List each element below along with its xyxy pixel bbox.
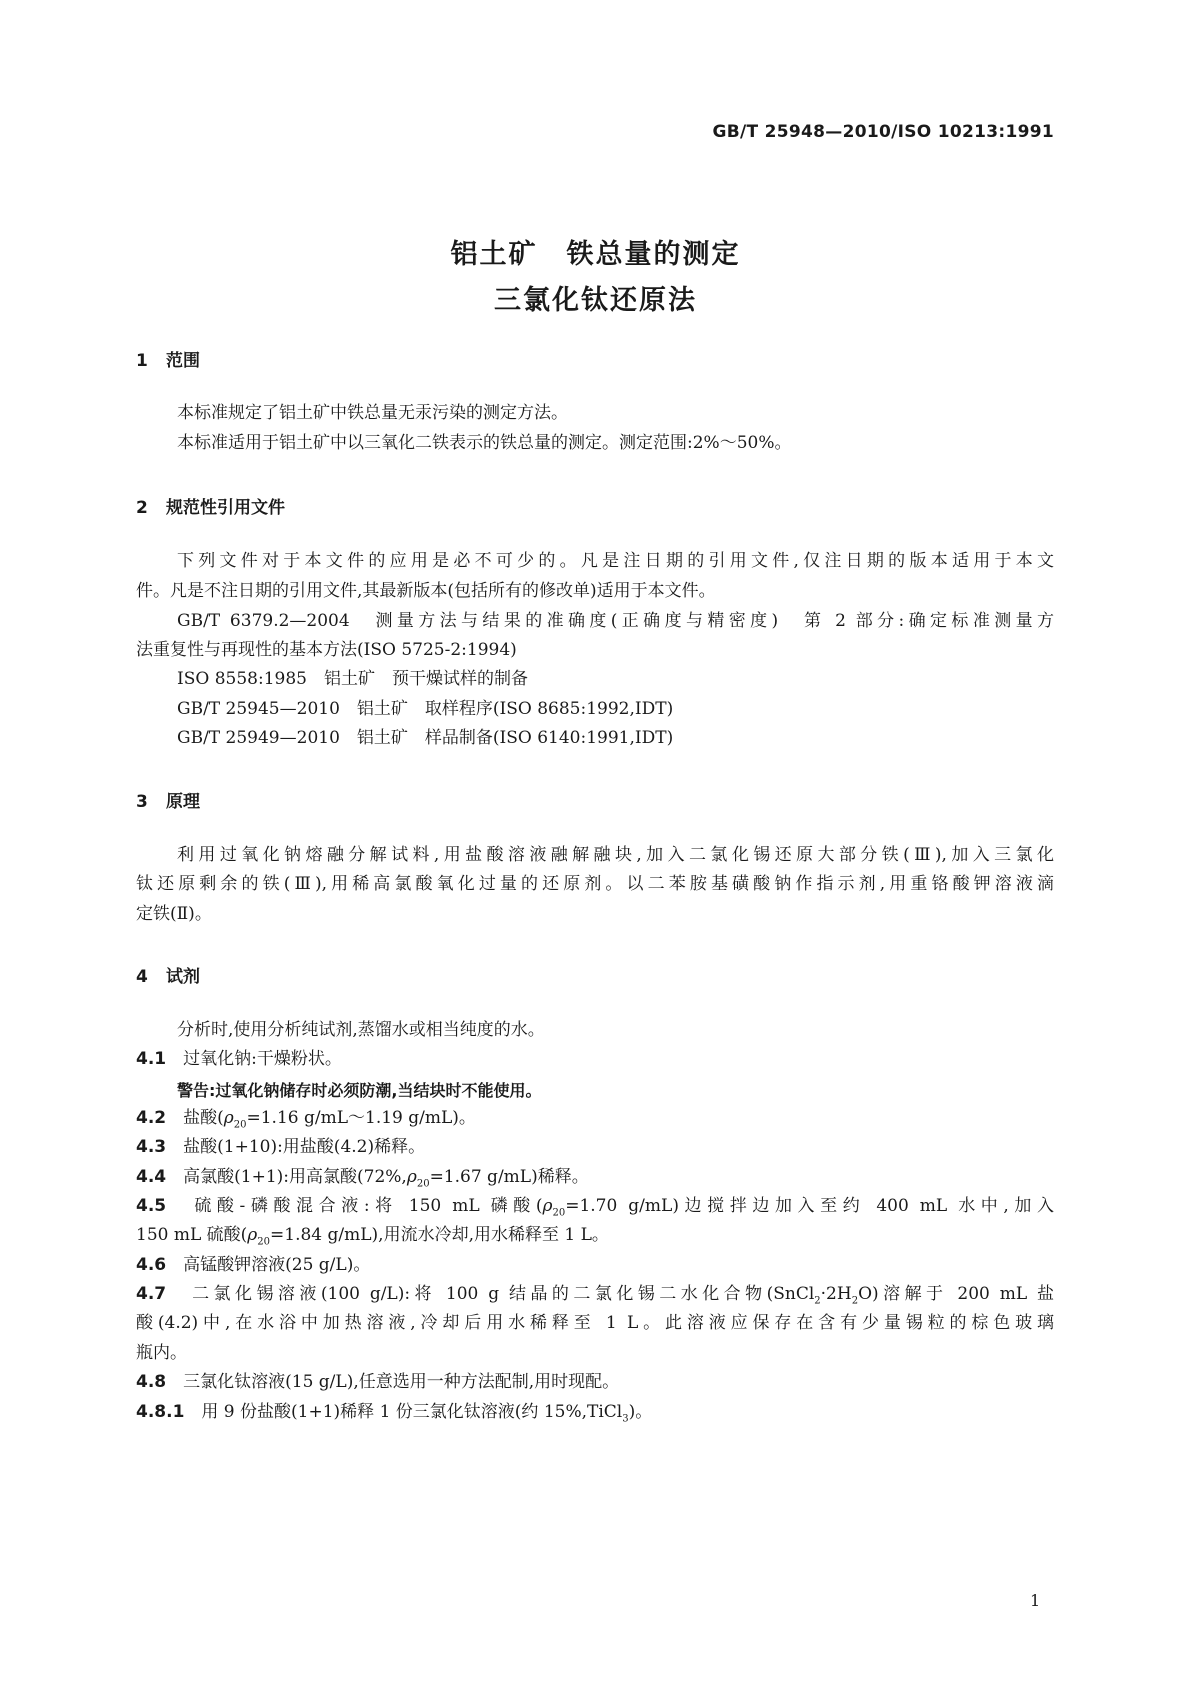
- paragraph-line: 下列文件对于本文件的应用是必不可少的。凡是注日期的引用文件,仅注日期的版本适用于本文: [177, 551, 1054, 571]
- section-1-heading: [136, 346, 200, 371]
- clause-text: 硫酸-磷酸混合液:将 150 mL 磷酸(: [194, 1196, 543, 1216]
- section-title: 原理: [166, 792, 200, 812]
- document-subtitle: 三氯化钛还原法: [494, 285, 697, 316]
- density-symbol: ρ: [247, 1225, 258, 1245]
- density-symbol: ρ: [223, 1108, 234, 1128]
- clause-4-7: [136, 1282, 1054, 1313]
- clause-text: 150 mL 硫酸(: [136, 1225, 248, 1245]
- section-title: 规范性引用文件: [166, 498, 285, 518]
- clause-number: 4.6: [136, 1255, 167, 1275]
- clause-text: ·2H: [820, 1284, 852, 1304]
- clause-4-4: [136, 1165, 1054, 1196]
- clause-text: O)溶解于 200 mL 盐: [858, 1284, 1054, 1304]
- clause-4-5-continuation: [136, 1223, 1054, 1254]
- clause-number: 4.5: [136, 1196, 167, 1216]
- paragraph-line: 本标准规定了铝土矿中铁总量无汞污染的测定方法。: [177, 403, 568, 423]
- clause-4-8: [136, 1370, 1054, 1394]
- clause-text: =1.16 g/mL～1.19 g/mL)。: [246, 1108, 476, 1128]
- reference-item: GB/T 6379.2—2004 测量方法与结果的准确度(正确度与精密度) 第 2 部分:确定标准测量方: [177, 611, 1054, 631]
- density-symbol: ρ: [406, 1167, 417, 1187]
- clause-text: =1.84 g/mL),用流水冷却,用水稀释至 1 L。: [270, 1225, 609, 1245]
- clause-number: 4.1: [136, 1049, 167, 1069]
- section-title: 范围: [166, 351, 200, 371]
- clause-4-3: [136, 1135, 1054, 1159]
- clause-number: 4.8: [136, 1372, 167, 1392]
- clause-4-2: [136, 1106, 1054, 1137]
- clause-text: 二氯化锡溶液(100 g/L):将 100 g 结晶的二氯化锡二水化合物(SnCl: [192, 1284, 815, 1304]
- clause-4-5: [136, 1194, 1054, 1225]
- subscript: 20: [233, 1119, 247, 1131]
- clause-text: 用 9 份盐酸(1+1)稀释 1 份三氯化钛溶液(约 15%,TiCl: [201, 1402, 623, 1422]
- clause-4-1: [136, 1047, 1054, 1071]
- clause-text: 盐酸(1+10):用盐酸(4.2)稀释。: [183, 1137, 426, 1157]
- subscript: 20: [257, 1236, 271, 1248]
- section-number: 1: [136, 351, 148, 371]
- clause-text: 过氧化钠:干燥粉状。: [183, 1049, 342, 1069]
- section-number: 3: [136, 792, 148, 812]
- subscript: 20: [416, 1178, 430, 1190]
- clause-number: 4.3: [136, 1137, 167, 1157]
- clause-text: 高锰酸钾溶液(25 g/L)。: [183, 1255, 371, 1275]
- paragraph-line: 定铁(Ⅱ)。: [136, 904, 212, 924]
- reference-item-continuation: 法重复性与再现性的基本方法(ISO 5725-2:1994): [136, 640, 517, 660]
- subscript: 2: [851, 1295, 859, 1307]
- clause-4-7-continuation: 酸(4.2)中,在水浴中加热溶液,冷却后用水稀释至 1 L。此溶液应保存在含有少量锡粒的棕色玻璃: [136, 1313, 1054, 1333]
- reference-item: GB/T 25945—2010 铝土矿 取样程序(ISO 8685:1992,IDT): [177, 699, 674, 719]
- clause-number: 4.7: [136, 1284, 167, 1304]
- standard-number: GB/T 25948—2010/ISO 10213:1991: [712, 122, 1054, 142]
- paragraph-line: 本标准适用于铝土矿中以三氧化二铁表示的铁总量的测定。测定范围:2%～50%。: [177, 433, 792, 453]
- clause-4-7-continuation: 瓶内。: [136, 1343, 187, 1363]
- section-2-heading: [136, 493, 285, 518]
- subscript: 2: [814, 1295, 821, 1307]
- paragraph-line: 分析时,使用分析纯试剂,蒸馏水或相当纯度的水。: [177, 1020, 545, 1040]
- reference-item: ISO 8558:1985 铝土矿 预干燥试样的制备: [177, 669, 528, 689]
- clause-text: 三氯化钛溶液(15 g/L),任意选用一种方法配制,用时现配。: [183, 1372, 620, 1392]
- paragraph-line: 钛还原剩余的铁(Ⅲ),用稀高氯酸氧化过量的还原剂。以二苯胺基磺酸钠作指示剂,用重铬酸钾溶液滴: [136, 874, 1054, 894]
- clause-text: 盐酸(: [183, 1108, 224, 1128]
- clause-4-8-1: [136, 1400, 1054, 1431]
- paragraph-line: 利用过氧化钠熔融分解试料,用盐酸溶液融解融块,加入二氯化锡还原大部分铁(Ⅲ),加入三氯化: [177, 845, 1054, 865]
- section-4-heading: [136, 962, 200, 987]
- paragraph-line: 件。凡是不注日期的引用文件,其最新版本(包括所有的修改单)适用于本文件。: [136, 581, 716, 601]
- clause-4-6: [136, 1253, 1054, 1277]
- clause-text: =1.67 g/mL)稀释。: [429, 1167, 589, 1187]
- subscript: 3: [622, 1413, 629, 1425]
- clause-text: )。: [628, 1402, 653, 1422]
- reference-item: GB/T 25949—2010 铝土矿 样品制备(ISO 6140:1991,IDT): [177, 728, 674, 748]
- clause-number: 4.4: [136, 1167, 167, 1187]
- document-title: 铝土矿 铁总量的测定: [450, 239, 741, 270]
- clause-text: =1.70 g/mL)边搅拌边加入至约 400 mL 水中,加入: [565, 1196, 1054, 1216]
- warning-text: 警告:过氧化钠储存时必须防潮,当结块时不能使用。: [177, 1081, 542, 1100]
- clause-number: 4.2: [136, 1108, 167, 1128]
- section-3-heading: [136, 787, 200, 812]
- section-number: 4: [136, 967, 148, 987]
- subscript: 20: [552, 1207, 566, 1219]
- page-number: 1: [1030, 1591, 1041, 1610]
- section-title: 试剂: [166, 967, 200, 987]
- clause-text: 高氯酸(1+1):用高氯酸(72%,: [183, 1167, 407, 1187]
- density-symbol: ρ: [542, 1196, 553, 1216]
- section-number: 2: [136, 498, 148, 518]
- clause-number: 4.8.1: [136, 1402, 185, 1422]
